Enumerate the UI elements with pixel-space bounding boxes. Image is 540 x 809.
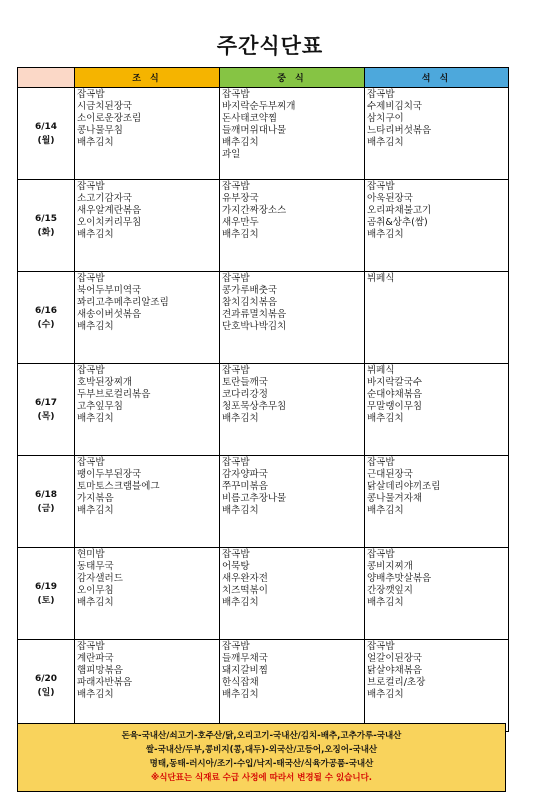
day-date: 6/17 <box>34 397 58 408</box>
menu-item: 새우만두 <box>222 217 259 228</box>
menu-item: 잡곡밥 <box>367 549 395 560</box>
menu-item: 배추김치 <box>222 597 259 608</box>
menu-item: 잡곡밥 <box>222 89 250 100</box>
menu-body <box>18 88 509 732</box>
origin-line-3: 명태,동태-러시아/조기-수입/낙지-태국산/식육가공품-국내산 <box>149 759 374 769</box>
day-weekday: (토) <box>37 595 55 606</box>
weekly-menu-table <box>17 67 508 722</box>
menu-item: 잡곡밥 <box>367 181 395 192</box>
menu-item: 청포묵상추무침 <box>222 401 287 412</box>
day-weekday: (월) <box>37 135 55 146</box>
menu-item: 오이무침 <box>77 585 114 596</box>
menu-item: 뷔페식 <box>367 365 395 376</box>
day-row <box>18 456 509 548</box>
menu-item: 견과류멸치볶음 <box>222 309 287 320</box>
menu-item: 잡곡밥 <box>77 365 105 376</box>
menu-item: 잡곡밥 <box>222 457 250 468</box>
dinner-cell <box>365 364 509 456</box>
menu-item: 코다리강정 <box>222 389 268 400</box>
menu-item: 동태무국 <box>77 561 114 572</box>
menu-item: 배추김치 <box>367 229 404 240</box>
menu-item: 배추김치 <box>77 229 114 240</box>
menu-item: 토마토스크램블에그 <box>77 481 160 492</box>
menu-item: 단호박나박김치 <box>222 321 287 332</box>
day-date: 6/18 <box>34 489 58 500</box>
menu-item: 배추김치 <box>367 413 404 424</box>
header-lunch: 중 식 <box>220 68 365 88</box>
menu-item: 잡곡밥 <box>367 89 395 100</box>
breakfast-cell <box>75 640 220 732</box>
menu-item: 감자양파국 <box>222 469 268 480</box>
menu-item: 곰취&상추(쌈) <box>367 217 428 228</box>
breakfast-cell <box>75 364 220 456</box>
day-weekday: (수) <box>37 319 55 330</box>
day-row <box>18 180 509 272</box>
menu-item: 순대야채볶음 <box>367 389 423 400</box>
header-dinner: 석 식 <box>365 68 509 88</box>
menu-item: 닭살데리야끼조림 <box>367 481 441 492</box>
day-date: 6/16 <box>34 305 58 316</box>
menu-item: 콩비지찌개 <box>367 561 413 572</box>
dinner-cell <box>365 456 509 548</box>
menu-item: 비름고추장나물 <box>222 493 287 504</box>
menu-item: 배추김치 <box>77 413 114 424</box>
menu-item: 과일 <box>222 149 241 160</box>
origin-line-1: 돈육-국내산/쇠고기-호주산/닭,오리고기-국내산/김치-배추,고추가루-국내산 <box>121 731 402 741</box>
menu-item: 닭살야채볶음 <box>367 665 423 676</box>
day-cell <box>18 548 75 640</box>
day-cell <box>18 180 75 272</box>
day-date: 6/14 <box>34 121 58 132</box>
day-date: 6/20 <box>34 673 58 684</box>
menu-item: 배추김치 <box>77 321 114 332</box>
menu-item: 들깨머위대나물 <box>222 125 287 136</box>
menu-item: 배추김치 <box>222 413 259 424</box>
day-row <box>18 640 509 732</box>
menu-item: 삼치구이 <box>367 113 404 124</box>
lunch-cell <box>220 88 365 180</box>
menu-item: 양배추맛살볶음 <box>367 573 432 584</box>
dinner-cell <box>365 640 509 732</box>
breakfast-cell <box>75 456 220 548</box>
menu-item: 바지락칼국수 <box>367 377 423 388</box>
menu-item: 치즈떡볶이 <box>222 585 268 596</box>
menu-item: 배추김치 <box>222 229 259 240</box>
menu-item: 배추김치 <box>77 689 114 700</box>
menu-item: 소이로운장조림 <box>77 113 142 124</box>
menu-item: 아욱된장국 <box>367 193 413 204</box>
dinner-cell <box>365 180 509 272</box>
menu-item: 잡곡밥 <box>222 641 250 652</box>
page-title: 주간식단표 <box>216 34 324 58</box>
change-notice: ※식단표는 식재료 수급 사정에 따라서 변경될 수 있습니다. <box>150 773 373 783</box>
lunch-cell <box>220 180 365 272</box>
menu-item: 오이치커리무침 <box>77 217 142 228</box>
menu-item: 소고기감자국 <box>77 193 133 204</box>
menu-item: 배추김치 <box>367 597 404 608</box>
menu-item: 얼갈이된장국 <box>367 653 423 664</box>
origin-line-2: 쌀-국내산/두부,콩비지(콩,대두)-외국산/고등어,오징어-국내산 <box>145 745 378 755</box>
day-cell <box>18 364 75 456</box>
menu-item: 현미밥 <box>77 549 105 560</box>
menu-item: 파래자반볶음 <box>77 677 133 688</box>
origin-notice <box>17 723 506 792</box>
menu-item: 어묵탕 <box>222 561 250 572</box>
lunch-cell <box>220 456 365 548</box>
menu-item: 잡곡밥 <box>367 641 395 652</box>
breakfast-cell <box>75 180 220 272</box>
day-cell <box>18 640 75 732</box>
menu-item: 한식잡채 <box>222 677 259 688</box>
menu-item: 콩나물겨자채 <box>367 493 423 504</box>
menu-item: 새송이버섯볶음 <box>77 309 142 320</box>
menu-item: 새우완자전 <box>222 573 268 584</box>
day-date: 6/15 <box>34 213 58 224</box>
menu-item: 잡곡밥 <box>222 181 250 192</box>
day-weekday: (금) <box>37 503 55 514</box>
menu-item: 꽈리고추메추리알조림 <box>77 297 169 308</box>
menu-item: 배추김치 <box>367 137 404 148</box>
menu-item: 시금치된장국 <box>77 101 133 112</box>
menu-item: 감자샐러드 <box>77 573 123 584</box>
day-cell <box>18 88 75 180</box>
menu-item: 유부장국 <box>222 193 259 204</box>
menu-item: 호박된장찌개 <box>77 377 133 388</box>
menu-item: 쭈꾸미볶음 <box>222 481 268 492</box>
menu-item: 배추김치 <box>222 689 259 700</box>
day-cell <box>18 272 75 364</box>
day-cell <box>18 456 75 548</box>
dinner-cell <box>365 548 509 640</box>
menu-item: 새우알계란볶음 <box>77 205 142 216</box>
menu-item: 참치김치볶음 <box>222 297 278 308</box>
menu-item: 배추김치 <box>222 137 259 148</box>
breakfast-cell <box>75 272 220 364</box>
menu-item: 계란파국 <box>77 653 114 664</box>
menu-item: 콩가루배춧국 <box>222 285 278 296</box>
menu-item: 잡곡밥 <box>77 457 105 468</box>
menu-item: 돈사태코약찜 <box>222 113 278 124</box>
menu-item: 콩나물무침 <box>77 125 123 136</box>
lunch-cell <box>220 640 365 732</box>
day-weekday: (일) <box>37 687 55 698</box>
menu-item: 햄피망볶음 <box>77 665 123 676</box>
menu-item: 수제비김치국 <box>367 101 423 112</box>
menu-item: 잡곡밥 <box>77 181 105 192</box>
menu-item: 잡곡밥 <box>367 457 395 468</box>
menu-item: 오리파채불고기 <box>367 205 432 216</box>
menu-item: 돼지갈비찜 <box>222 665 268 676</box>
menu-item: 들깨무채국 <box>222 653 268 664</box>
menu-item: 간장깻잎지 <box>367 585 413 596</box>
menu-item: 북어두부미역국 <box>77 285 142 296</box>
lunch-cell <box>220 364 365 456</box>
menu-item: 배추김치 <box>367 505 404 516</box>
menu-item: 가지간짜장소스 <box>222 205 287 216</box>
menu-item: 뷔페식 <box>367 273 395 284</box>
breakfast-cell <box>75 88 220 180</box>
menu-item: 잡곡밥 <box>222 273 250 284</box>
menu-item: 느타리버섯볶음 <box>367 125 432 136</box>
menu-item: 팽이두부된장국 <box>77 469 142 480</box>
menu-item: 잡곡밥 <box>222 549 250 560</box>
day-row <box>18 548 509 640</box>
menu-item: 가지볶음 <box>77 493 114 504</box>
menu-item: 배추김치 <box>77 505 114 516</box>
header-corner <box>18 68 75 88</box>
menu-item: 잡곡밥 <box>222 365 250 376</box>
menu-item: 바지락순두부찌개 <box>222 101 296 112</box>
menu-item: 배추김치 <box>77 137 114 148</box>
menu-item: 무말랭이무침 <box>367 401 423 412</box>
day-row <box>18 272 509 364</box>
menu-item: 두부브로컬리볶음 <box>77 389 151 400</box>
menu-item: 배추김치 <box>367 689 404 700</box>
menu-item: 잡곡밥 <box>77 273 105 284</box>
menu-item: 브로컬리/초장 <box>367 677 426 688</box>
menu-item: 고추잎무침 <box>77 401 123 412</box>
menu-item: 근대된장국 <box>367 469 413 480</box>
header-breakfast: 조 식 <box>75 68 220 88</box>
day-row <box>18 88 509 180</box>
lunch-cell <box>220 548 365 640</box>
breakfast-cell <box>75 548 220 640</box>
menu-item: 배추김치 <box>222 505 259 516</box>
day-date: 6/19 <box>34 581 58 592</box>
dinner-cell <box>365 272 509 364</box>
dinner-cell <box>365 88 509 180</box>
day-weekday: (화) <box>37 227 55 238</box>
day-weekday: (목) <box>37 411 55 422</box>
lunch-cell <box>220 272 365 364</box>
menu-item: 토란들깨국 <box>222 377 268 388</box>
menu-item: 배추김치 <box>77 597 114 608</box>
day-row <box>18 364 509 456</box>
menu-item: 잡곡밥 <box>77 641 105 652</box>
menu-item: 잡곡밥 <box>77 89 105 100</box>
